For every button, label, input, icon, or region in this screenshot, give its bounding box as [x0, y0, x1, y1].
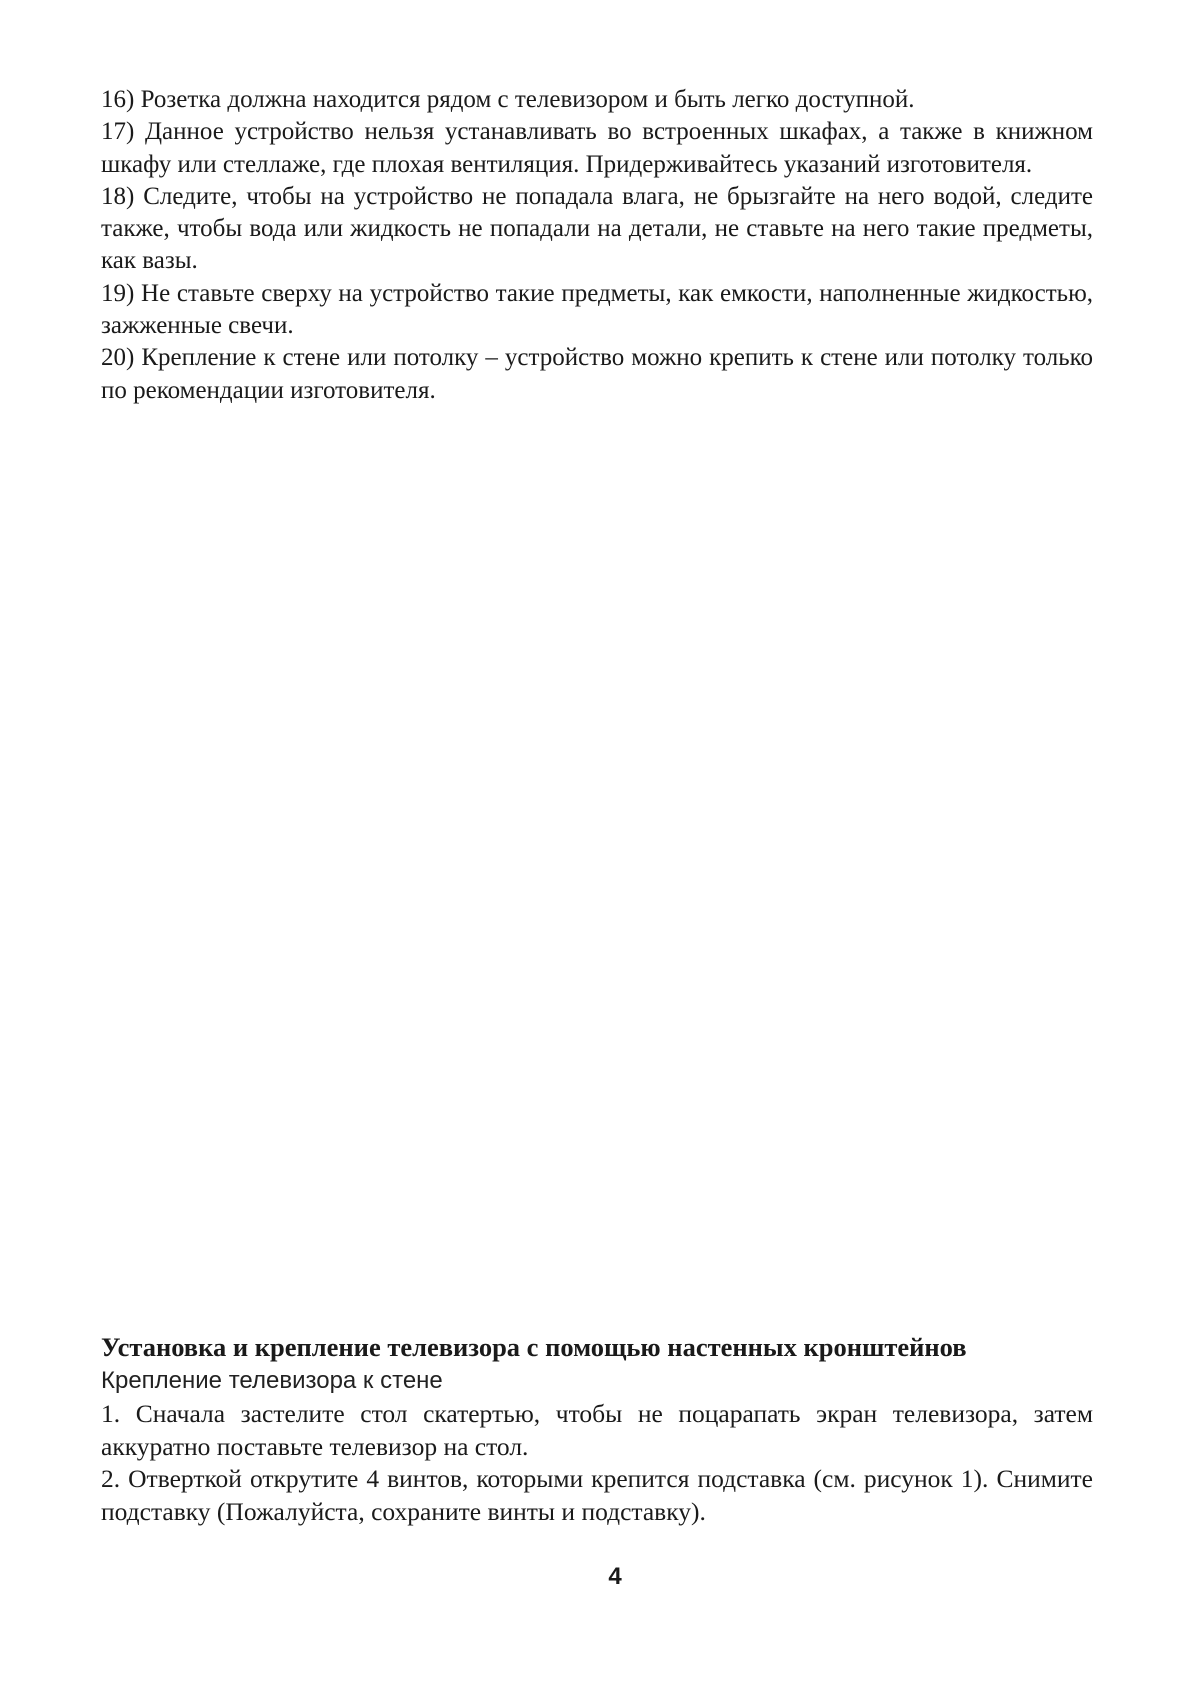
- safety-item-17: 17) Данное устройство нельзя устанавливать во встроенных шкафах, а также в книжном шкафу или стеллаже, где плохая вентиляция. Придерживайтесь указаний изготовителя.: [101, 118, 1093, 178]
- safety-item-16: 16) Розетка должна находится рядом с телевизором и быть легко доступной.: [101, 86, 915, 113]
- safety-item-20: 20) Крепление к стене или потолку – устройство можно крепить к стене или потолку только по рекомендации изготовителя.: [101, 344, 1093, 404]
- safety-instructions: [101, 84, 1093, 407]
- wall-mount-section: [101, 1330, 1093, 1528]
- section-title: Установка и крепление телевизора с помощью настенных кронштейнов: [101, 1332, 967, 1362]
- safety-item-19: 19) Не ставьте сверху на устройство такие предметы, как емкости, наполненные жидкостью, зажженные свечи.: [101, 279, 1093, 340]
- step-1: 1. Сначала застелите стол скатертью, чтобы не поцарапать экран телевизора, затем аккуратно поставьте телевизор на стол.: [101, 1399, 1093, 1461]
- section-subheading: Крепление телевизора к стене: [101, 1367, 443, 1394]
- safety-item-18: 18) Следите, чтобы на устройство не попадала влага, не брызгайте на него водой, следите также, чтобы вода или жидкость не попадали на детали, не ставьте на него такие предметы, как вазы.: [101, 182, 1093, 275]
- step-2: 2. Отверткой открутите 4 винтов, которыми крепится подставка (см. рисунок 1). Снимите подставку (Пожалуйста, сохраните винты и подставку).: [101, 1464, 1093, 1526]
- page-number: 4: [608, 1563, 622, 1590]
